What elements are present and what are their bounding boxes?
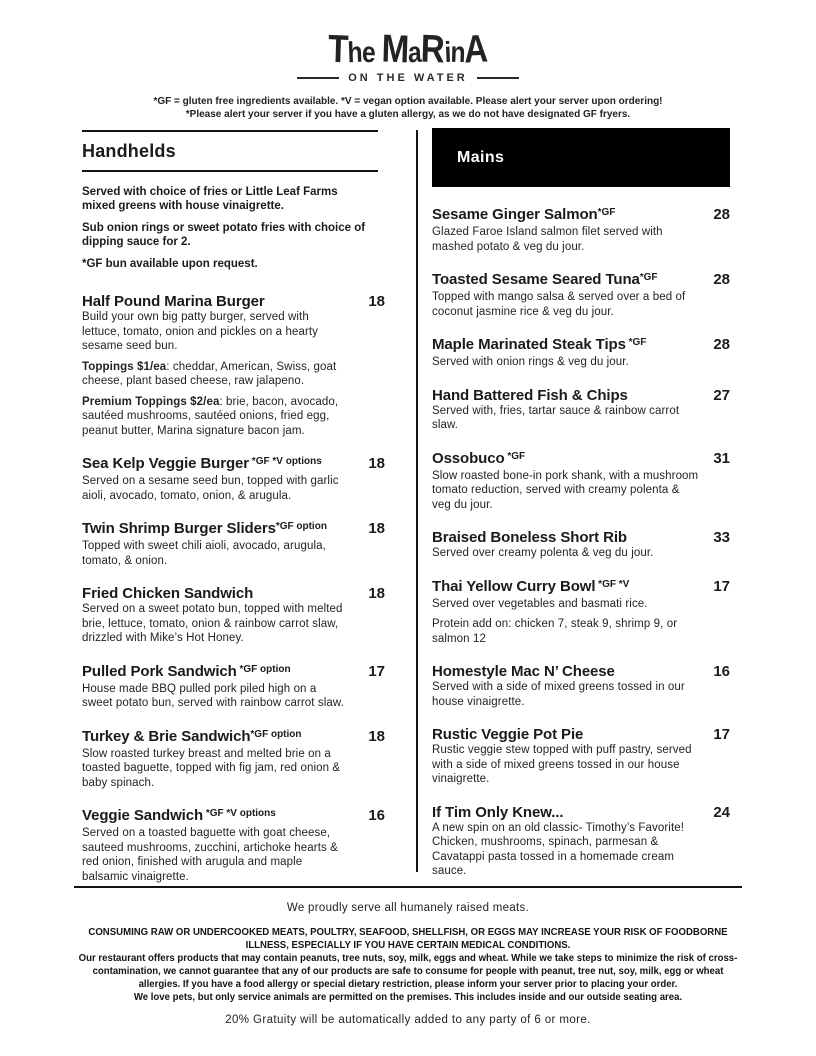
handhelds-rule-bottom	[82, 170, 378, 172]
menu-item	[432, 337, 730, 370]
item-description: Served over vegetables and basmati rice.	[432, 597, 648, 610]
item-name: Pulled Pork Sandwich $^{*GF option}$	[82, 662, 291, 680]
disclaimer-line-2: *Please alert your server if you have a gluten allergy, as we do not have designated GF fryers.	[185, 109, 631, 120]
item-description: Toppings $1/ea: cheddar, American, Swiss, goat cheese, plant based cheese, raw jalapeno.	[82, 360, 337, 387]
item-title-row	[82, 456, 385, 474]
item-price: 18	[368, 585, 385, 602]
logo-letter: h	[347, 36, 364, 70]
handhelds-items	[82, 294, 385, 884]
logo-title	[327, 27, 490, 72]
item-price: 28	[713, 206, 730, 223]
item-description: Rustic veggie stew topped with puff pastry, served with a side of mixed greens tossed in our house vinaigrette.	[432, 744, 692, 785]
logo-letter: a	[407, 36, 423, 70]
item-price: 18	[368, 520, 385, 537]
item-name: If Tim Only Knew...	[432, 803, 564, 821]
item-name: Twin Shrimp Burger Sliders$^{*GF option}$	[82, 520, 327, 537]
menu-item	[82, 586, 385, 646]
item-title-row	[432, 272, 730, 290]
item-title-row	[82, 729, 385, 747]
logo-letter: i	[443, 36, 452, 70]
item-price: 18	[368, 293, 385, 310]
menu-footer	[60, 886, 756, 1038]
item-description: Served on a sweet potato bun, topped with melted brie, lettuce, tomato, onion & rainbow carrot slaw, drizzled with Mike’s Hot Honey.	[82, 603, 343, 644]
item-description: Glazed Faroe Island salmon filet served with mashed potato & veg du jour.	[432, 226, 663, 253]
item-price: 18	[368, 455, 385, 472]
menu-item	[82, 729, 385, 791]
menu-item	[432, 272, 730, 319]
item-name: Sesame Ginger Salmon$^{*GF}$	[432, 206, 616, 223]
item-title-row	[432, 388, 730, 404]
gratuity-note: 20% Gratuity will be automatically added to any party of 6 or more.	[225, 1014, 591, 1026]
item-name: Hand Battered Fish & Chips	[432, 386, 628, 404]
item-price: 28	[713, 271, 730, 288]
logo-letter: M	[380, 27, 410, 72]
item-title-row	[82, 521, 385, 539]
item-name: Half Pound Marina Burger	[82, 293, 265, 310]
item-price: 17	[713, 577, 730, 595]
intro-paragraph: *GF bun available upon request.	[82, 258, 258, 270]
dietary-disclaimer	[0, 95, 816, 121]
consumer-warning: CONSUMING RAW OR UNDERCOOKED MEATS, POULTRY, SEAFOOD, SHELLFISH, OR EGGS MAY INCREASE YOUR RISK OF FOODBORNE ILLNESS, ESPECIALLY IF YOU HAVE CERTAIN MEDICAL CONDITIONS.	[88, 927, 728, 951]
section-title-handhelds: Handhelds	[82, 141, 176, 161]
handhelds-column	[82, 130, 385, 884]
item-title-row	[432, 451, 730, 469]
item-dietary-tag: *GF	[639, 272, 658, 283]
item-description: Served with, fries, tartar sauce & rainbow carrot slaw.	[432, 404, 680, 431]
legal-block	[74, 926, 742, 1004]
dash-left-icon	[297, 77, 339, 79]
item-description: Topped with sweet chili aioli, avocado, arugula, tomato, & onion.	[82, 540, 326, 567]
item-title-row	[82, 664, 385, 682]
intro-paragraph: Served with choice of fries or Little Leaf Farms mixed greens with house vinaigrette.	[82, 186, 338, 212]
item-price: 31	[713, 449, 730, 467]
item-dietary-tag: *GF *V options	[203, 808, 276, 819]
menu-item	[432, 664, 730, 709]
intro-paragraph: Sub onion rings or sweet potato fries with choice of dipping sauce for 2.	[82, 222, 366, 248]
logo-letter: e	[361, 36, 377, 70]
logo-letter: R	[420, 27, 446, 72]
item-title-row	[82, 586, 385, 602]
item-description: Slow roasted turkey breast and melted brie on a toasted baguette, topped with fig jam, red onion & baby spinach.	[82, 747, 341, 789]
mains-items	[432, 207, 730, 879]
item-dietary-tag: *GF *V options	[249, 456, 322, 467]
item-price: 18	[368, 727, 385, 745]
item-name: Sea Kelp Veggie Burger $^{*GF *V options}$	[82, 455, 322, 472]
item-price: 17	[368, 662, 385, 680]
item-dietary-tag: *GF	[597, 207, 616, 218]
item-name: Braised Boneless Short Rib	[432, 529, 627, 546]
handhelds-intro	[82, 185, 385, 271]
pets-notice: We love pets, but only service animals are permitted on the premises. This includes inside and our outside seating area.	[133, 992, 683, 1003]
item-title-row	[82, 808, 385, 826]
item-description: Build your own big patty burger, served with lettuce, tomato, onion and pickles on a hearty sesame seed bun.	[82, 311, 319, 352]
column-divider	[416, 130, 418, 872]
item-title-row	[432, 727, 730, 743]
logo-letter: A	[463, 27, 490, 72]
logo-subtitle-row	[0, 72, 816, 84]
item-price: 17	[713, 726, 730, 743]
menu-header	[0, 27, 816, 121]
item-description: Served on a sesame seed bun, topped with garlic aioli, avocado, tomato, onion, & arugula.	[82, 475, 339, 502]
item-title-row	[432, 337, 730, 355]
humanely-raised-note: We proudly serve all humanely raised meats.	[286, 902, 530, 914]
item-description: Served over creamy polenta & veg du jour.	[432, 547, 654, 559]
menu-item	[432, 727, 730, 787]
item-name: Ossobuco $^{*GF}$	[432, 449, 526, 467]
item-description: Premium Toppings $2/ea: brie, bacon, avocado, sautéed mushrooms, sautéed onions, fried egg, peanut butter, Marina signature bacon jam.	[82, 395, 339, 437]
item-description: Protein add on: chicken 7, steak 9, shrimp 9, or salmon 12	[432, 618, 678, 645]
item-dietary-tag: *GF option	[250, 728, 302, 740]
menu-item	[82, 664, 385, 711]
item-description: Served on a toasted baguette with goat cheese, sauteed mushrooms, zucchini, artichoke hearts & red onion, finished with arugula and maple balsamic vinaigrette.	[82, 827, 338, 883]
item-price: 27	[713, 386, 730, 404]
item-name: Veggie Sandwich $^{*GF *V options}$	[82, 807, 276, 824]
item-dietary-tag: *GF option	[275, 521, 327, 532]
item-name: Homestyle Mac N’ Cheese	[432, 663, 615, 680]
item-price: 16	[368, 807, 385, 824]
item-title-row	[432, 530, 730, 546]
allergy-notice: Our restaurant offers products that may contain peanuts, tree nuts, soy, milk, eggs and wheat. While we take steps to minimize the risk of cross-contamination, we cannot guarantee that any of our products are safe to consume for people with peanut, tree nut, soy, milk, egg or wheat allergies. If you have a food allergy or special dietary restriction, please inform your server prior to placing your order.	[78, 953, 738, 990]
item-dietary-tag: *GF	[625, 337, 647, 348]
section-banner-mains	[432, 128, 730, 187]
item-title-row	[82, 294, 385, 310]
dash-right-icon	[477, 77, 519, 79]
item-title-row	[432, 579, 730, 597]
logo-letter: n	[449, 36, 466, 70]
item-description: A new spin on an old classic- Timothy’s Favorite! Chicken, mushrooms, spinach, parmesan & Cavatappi pasta tossed in a homemade cream sauce.	[432, 821, 685, 877]
footer-rule	[74, 886, 742, 888]
item-price: 16	[713, 663, 730, 680]
item-name: Thai Yellow Curry Bowl $^{*GF *V}$	[432, 577, 630, 595]
menu-item	[82, 294, 385, 438]
handhelds-rule-top	[82, 130, 378, 132]
item-price: 24	[713, 803, 730, 821]
menu-item	[432, 207, 730, 254]
item-description: House made BBQ pulled pork piled high on a sweet potato bun, served with rainbow carrot slaw.	[82, 682, 344, 709]
item-description: Served with onion rings & veg du jour.	[432, 356, 629, 368]
item-description: Served with a side of mixed greens tossed in our house vinaigrette.	[432, 681, 685, 708]
menu-item	[82, 456, 385, 503]
item-dietary-tag: *GF	[504, 450, 526, 462]
item-description: Topped with mango salsa & served over a bed of coconut jasmine rice & veg du jour.	[432, 291, 686, 318]
item-title-row	[432, 805, 730, 821]
disclaimer-line-1: *GF = gluten free ingredients available. *V = vegan option available. Please alert your server upon ordering!	[153, 96, 663, 107]
item-name: Turkey & Brie Sandwich$^{*GF option}$	[82, 727, 302, 745]
mains-column	[432, 128, 730, 879]
item-dietary-tag: *GF option	[236, 663, 291, 675]
item-name: Rustic Veggie Pot Pie	[432, 726, 584, 743]
item-price: 33	[713, 529, 730, 546]
menu-item	[432, 805, 730, 879]
item-name: Maple Marinated Steak Tips $^{*GF}$	[432, 336, 647, 353]
item-name: Fried Chicken Sandwich	[82, 585, 254, 602]
logo-letter: T	[327, 27, 350, 72]
item-name: Toasted Sesame Seared Tuna$^{*GF}$	[432, 271, 658, 288]
menu-item	[432, 530, 730, 561]
logo-subtitle: ON THE WATER	[348, 72, 468, 84]
menu-item	[432, 388, 730, 433]
menu-item	[82, 808, 385, 884]
item-title-row	[432, 207, 730, 225]
item-title-row	[432, 664, 730, 680]
item-description: Slow roasted bone-in pork shank, with a mushroom tomato reduction, served with creamy polenta & veg du jour.	[432, 469, 699, 511]
item-price: 28	[713, 336, 730, 353]
item-dietary-tag: *GF *V	[595, 578, 630, 590]
section-title-mains: Mains	[457, 148, 505, 166]
menu-item	[82, 521, 385, 568]
menu-item	[432, 579, 730, 647]
menu-item	[432, 451, 730, 513]
